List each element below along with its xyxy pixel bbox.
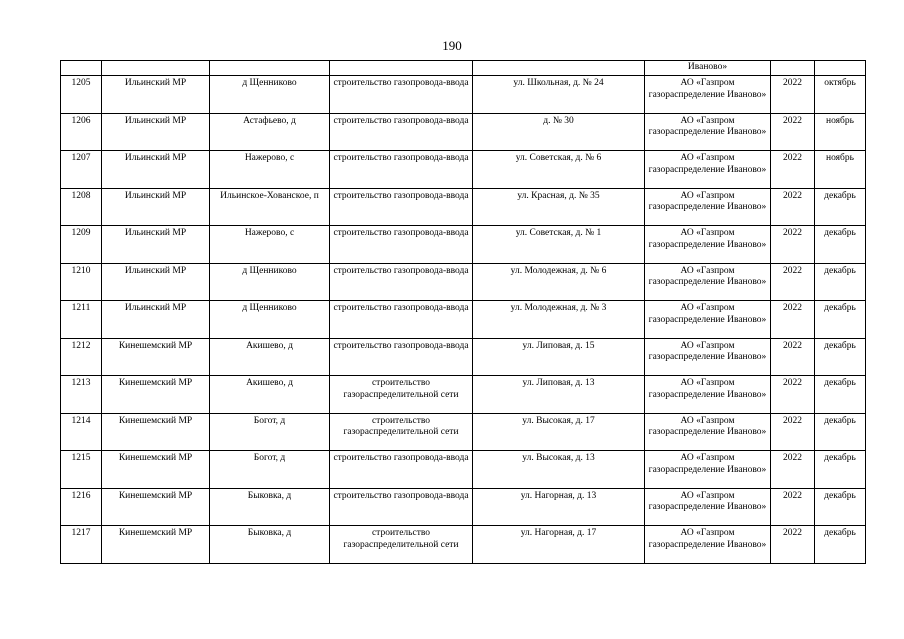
cell-settlement: Быковка, д xyxy=(210,488,330,526)
cell-year: 2022 xyxy=(771,338,815,376)
cell-settlement: д Щенниково xyxy=(210,301,330,339)
cell-num: 1212 xyxy=(61,338,102,376)
cell-settlement: Быковка, д xyxy=(210,526,330,564)
page-number: 190 xyxy=(442,38,462,53)
cell-address: ул. Советская, д. № 1 xyxy=(473,226,645,264)
gasification-table xyxy=(60,60,866,564)
cell-district: Ильинский МР xyxy=(102,113,210,151)
cell-district: Ильинский МР xyxy=(102,151,210,189)
table-row xyxy=(61,526,866,564)
cell-district: Ильинский МР xyxy=(102,301,210,339)
cell-address: ул. Советская, д. № 6 xyxy=(473,151,645,189)
continuation-row xyxy=(61,61,866,76)
cell-year: 2022 xyxy=(771,76,815,114)
cell-work: строительство газопровода-ввода xyxy=(330,488,473,526)
cell-settlement: Богот, д xyxy=(210,451,330,489)
cell-year: 2022 xyxy=(771,413,815,451)
cell-num: 1214 xyxy=(61,413,102,451)
cell-organization: АО «Газпром газораспределение Иваново» xyxy=(645,376,771,414)
cell-work: строительство газораспределительной сети xyxy=(330,526,473,564)
cell-organization: АО «Газпром газораспределение Иваново» xyxy=(645,188,771,226)
cell-work: строительство газопровода-ввода xyxy=(330,188,473,226)
cell-num: 1213 xyxy=(61,376,102,414)
cell-num: 1207 xyxy=(61,151,102,189)
cell-settlement: Акишево, д xyxy=(210,338,330,376)
cell-work: строительство газораспределительной сети xyxy=(330,413,473,451)
table-row xyxy=(61,301,866,339)
cell-month: декабрь xyxy=(815,338,866,376)
cell-work xyxy=(330,61,473,76)
cell-address: ул. Красная, д. № 35 xyxy=(473,188,645,226)
cell-year: 2022 xyxy=(771,526,815,564)
cell-organization: АО «Газпром газораспределение Иваново» xyxy=(645,226,771,264)
cell-num: 1208 xyxy=(61,188,102,226)
cell-address: ул. Школьная, д. № 24 xyxy=(473,76,645,114)
cell-settlement: Нажерово, с xyxy=(210,226,330,264)
cell-work: строительство газораспределительной сети xyxy=(330,376,473,414)
cell-settlement: Нажерово, с xyxy=(210,151,330,189)
table-row xyxy=(61,188,866,226)
cell-organization: АО «Газпром газораспределение Иваново» xyxy=(645,113,771,151)
table-row xyxy=(61,376,866,414)
cell-year: 2022 xyxy=(771,151,815,189)
cell-year: 2022 xyxy=(771,263,815,301)
cell-address: ул. Нагорная, д. 17 xyxy=(473,526,645,564)
cell-district: Кинешемский МР xyxy=(102,451,210,489)
cell-month: декабрь xyxy=(815,263,866,301)
cell-num: 1205 xyxy=(61,76,102,114)
cell-district: Ильинский МР xyxy=(102,263,210,301)
cell-month: декабрь xyxy=(815,488,866,526)
cell-settlement xyxy=(210,61,330,76)
cell-address: ул. Молодежная, д. № 6 xyxy=(473,263,645,301)
cell-district xyxy=(102,61,210,76)
cell-year xyxy=(771,61,815,76)
cell-year: 2022 xyxy=(771,113,815,151)
cell-month: ноябрь xyxy=(815,113,866,151)
cell-num: 1217 xyxy=(61,526,102,564)
cell-address: д. № 30 xyxy=(473,113,645,151)
cell-year: 2022 xyxy=(771,301,815,339)
cell-organization: АО «Газпром газораспределение Иваново» xyxy=(645,76,771,114)
cell-district: Кинешемский МР xyxy=(102,526,210,564)
cell-district: Ильинский МР xyxy=(102,76,210,114)
cell-work: строительство газопровода-ввода xyxy=(330,226,473,264)
cell-organization: АО «Газпром газораспределение Иваново» xyxy=(645,338,771,376)
cell-district: Кинешемский МР xyxy=(102,376,210,414)
table-row xyxy=(61,488,866,526)
cell-address: ул. Липовая, д. 15 xyxy=(473,338,645,376)
cell-work: строительство газопровода-ввода xyxy=(330,76,473,114)
cell-district: Кинешемский МР xyxy=(102,488,210,526)
cell-year: 2022 xyxy=(771,188,815,226)
cell-month: декабрь xyxy=(815,526,866,564)
table-row xyxy=(61,151,866,189)
cell-work: строительство газопровода-ввода xyxy=(330,113,473,151)
cell-num: 1209 xyxy=(61,226,102,264)
cell-num: 1210 xyxy=(61,263,102,301)
cell-year: 2022 xyxy=(771,451,815,489)
cell-organization: АО «Газпром газораспределение Иваново» xyxy=(645,301,771,339)
cell-organization: Иваново» xyxy=(645,61,771,76)
table-row xyxy=(61,263,866,301)
cell-work: строительство газопровода-ввода xyxy=(330,151,473,189)
cell-organization: АО «Газпром газораспределение Иваново» xyxy=(645,151,771,189)
cell-month: декабрь xyxy=(815,188,866,226)
cell-district: Ильинский МР xyxy=(102,188,210,226)
cell-num: 1215 xyxy=(61,451,102,489)
cell-year: 2022 xyxy=(771,488,815,526)
cell-month xyxy=(815,61,866,76)
cell-address xyxy=(473,61,645,76)
cell-address: ул. Высокая, д. 17 xyxy=(473,413,645,451)
cell-month: октябрь xyxy=(815,76,866,114)
cell-month: декабрь xyxy=(815,451,866,489)
table-row xyxy=(61,76,866,114)
cell-organization: АО «Газпром газораспределение Иваново» xyxy=(645,413,771,451)
cell-num: 1216 xyxy=(61,488,102,526)
cell-district: Кинешемский МР xyxy=(102,338,210,376)
cell-address: ул. Нагорная, д. 13 xyxy=(473,488,645,526)
table-row xyxy=(61,451,866,489)
cell-settlement: Астафьево, д xyxy=(210,113,330,151)
cell-work: строительство газопровода-ввода xyxy=(330,263,473,301)
cell-organization: АО «Газпром газораспределение Иваново» xyxy=(645,526,771,564)
cell-district: Кинешемский МР xyxy=(102,413,210,451)
table-row xyxy=(61,338,866,376)
table-row xyxy=(61,413,866,451)
cell-settlement: д Щенниково xyxy=(210,76,330,114)
cell-year: 2022 xyxy=(771,376,815,414)
cell-district: Ильинский МР xyxy=(102,226,210,264)
cell-address: ул. Молодежная, д. № 3 xyxy=(473,301,645,339)
table-body xyxy=(61,61,866,564)
cell-month: декабрь xyxy=(815,226,866,264)
cell-address: ул. Высокая, д. 13 xyxy=(473,451,645,489)
cell-settlement: д Щенниково xyxy=(210,263,330,301)
cell-settlement: Богот, д xyxy=(210,413,330,451)
table-row xyxy=(61,226,866,264)
cell-address: ул. Липовая, д. 13 xyxy=(473,376,645,414)
cell-num xyxy=(61,61,102,76)
cell-organization: АО «Газпром газораспределение Иваново» xyxy=(645,488,771,526)
cell-num: 1211 xyxy=(61,301,102,339)
cell-month: ноябрь xyxy=(815,151,866,189)
cell-settlement: Акишево, д xyxy=(210,376,330,414)
cell-organization: АО «Газпром газораспределение Иваново» xyxy=(645,263,771,301)
cell-settlement: Ильинское-Хованское, п xyxy=(210,188,330,226)
cell-work: строительство газопровода-ввода xyxy=(330,301,473,339)
cell-month: декабрь xyxy=(815,376,866,414)
cell-work: строительство газопровода-ввода xyxy=(330,451,473,489)
cell-month: декабрь xyxy=(815,301,866,339)
cell-num: 1206 xyxy=(61,113,102,151)
cell-month: декабрь xyxy=(815,413,866,451)
cell-work: строительство газопровода-ввода xyxy=(330,338,473,376)
cell-year: 2022 xyxy=(771,226,815,264)
table-row xyxy=(61,113,866,151)
cell-organization: АО «Газпром газораспределение Иваново» xyxy=(645,451,771,489)
